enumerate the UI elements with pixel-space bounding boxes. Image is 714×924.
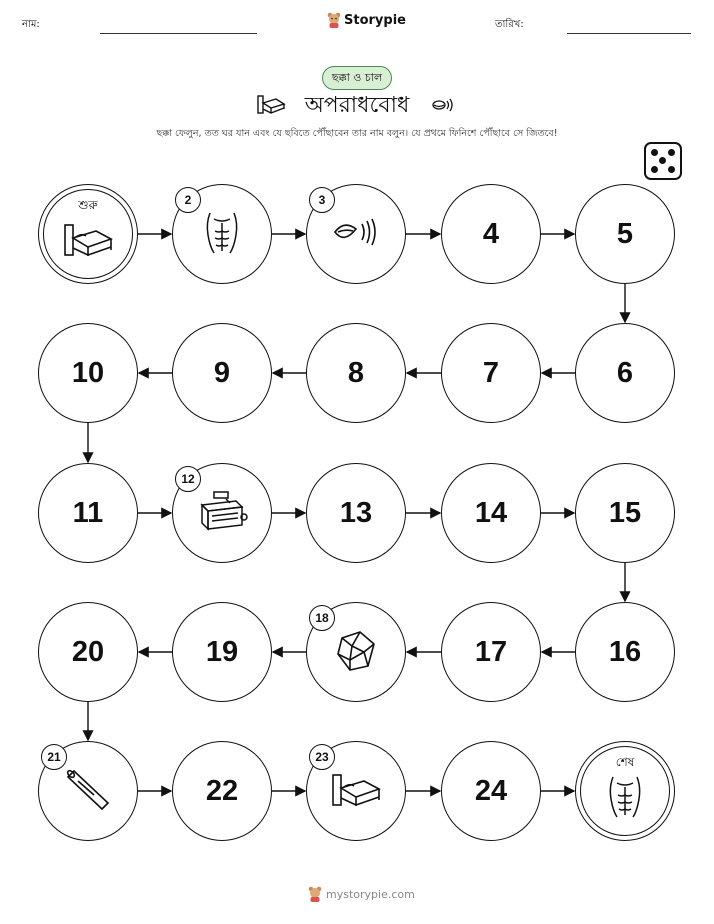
cell-number: 6 (616, 356, 634, 389)
board-cell[interactable] (441, 741, 541, 841)
board-cell[interactable] (38, 602, 138, 702)
cell-number: 24 (474, 774, 508, 807)
brand-name: Storypie (344, 12, 406, 28)
cell-number: 16 (608, 635, 642, 668)
cell-number: 13 (339, 496, 373, 529)
stick-icon (64, 767, 112, 815)
finish-cell[interactable] (575, 741, 675, 841)
cell-number: 22 (205, 774, 239, 807)
cell-number-badge: 23 (309, 744, 335, 770)
board-cell[interactable] (441, 323, 541, 423)
board-cell[interactable] (441, 463, 541, 563)
board-cell[interactable] (441, 602, 541, 702)
board-cell[interactable] (38, 323, 138, 423)
cell-number: 15 (608, 496, 642, 529)
cell-number: 10 (71, 356, 105, 389)
cell-number: 5 (616, 217, 634, 250)
toolbox-icon (196, 489, 248, 537)
cell-number: 11 (72, 496, 104, 529)
cell-number: 8 (347, 356, 365, 389)
finish-label: শেষ (615, 755, 635, 769)
cell-number-badge: 18 (309, 605, 335, 631)
board-cell[interactable] (38, 741, 138, 841)
board-cell[interactable] (306, 602, 406, 702)
rock-icon (334, 628, 378, 676)
cell-number-badge: 2 (175, 187, 201, 213)
footer[interactable] (308, 886, 415, 902)
board-cell[interactable] (575, 184, 675, 284)
torso-icon (202, 209, 242, 259)
game-type-badge: ছক্কা ও চাল (322, 66, 392, 90)
board-cell[interactable] (172, 323, 272, 423)
cell-number: 17 (474, 635, 508, 668)
bed-icon (62, 220, 114, 262)
start-label: শুরু (78, 198, 98, 212)
mouth-speaking-icon (332, 217, 380, 251)
board-cell[interactable] (172, 184, 272, 284)
cell-number: 4 (482, 217, 500, 250)
cell-number-badge: 21 (41, 744, 67, 770)
board-cell[interactable] (306, 741, 406, 841)
name-label: নাম: (22, 19, 40, 30)
board-cell[interactable] (306, 184, 406, 284)
bear-icon (308, 886, 322, 902)
board-cell[interactable] (575, 323, 675, 423)
bed-icon (330, 770, 382, 812)
instructions: ছক্কা ফেলুন, তত ঘর যান এবং যে ছবিতে পৌঁছাবেন তার নাম বলুন। যে প্রথমে ফিনিশে পৌঁছাবে সে জিতবে! (156, 128, 558, 139)
cell-number: 9 (213, 356, 231, 389)
board-cell[interactable] (172, 602, 272, 702)
cell-number: 7 (482, 356, 500, 389)
footer-url: mystorypie.com (326, 887, 415, 901)
board-cell[interactable] (575, 602, 675, 702)
page-title: অপরাধবোধ (304, 93, 410, 118)
board-cell[interactable] (306, 463, 406, 563)
cell-number-badge: 12 (175, 466, 201, 492)
cell-number: 19 (205, 635, 239, 668)
torso-icon (605, 773, 645, 823)
board-cell[interactable] (172, 463, 272, 563)
board-cell[interactable] (441, 184, 541, 284)
date-label: তারিখ: (495, 19, 524, 30)
board-cell[interactable] (575, 463, 675, 563)
board-cell[interactable] (172, 741, 272, 841)
cell-number-badge: 3 (309, 187, 335, 213)
board-cell[interactable] (306, 323, 406, 423)
start-cell[interactable] (38, 184, 138, 284)
board-cell[interactable] (38, 463, 138, 563)
cell-number: 20 (71, 635, 105, 668)
cell-number: 14 (474, 496, 508, 529)
